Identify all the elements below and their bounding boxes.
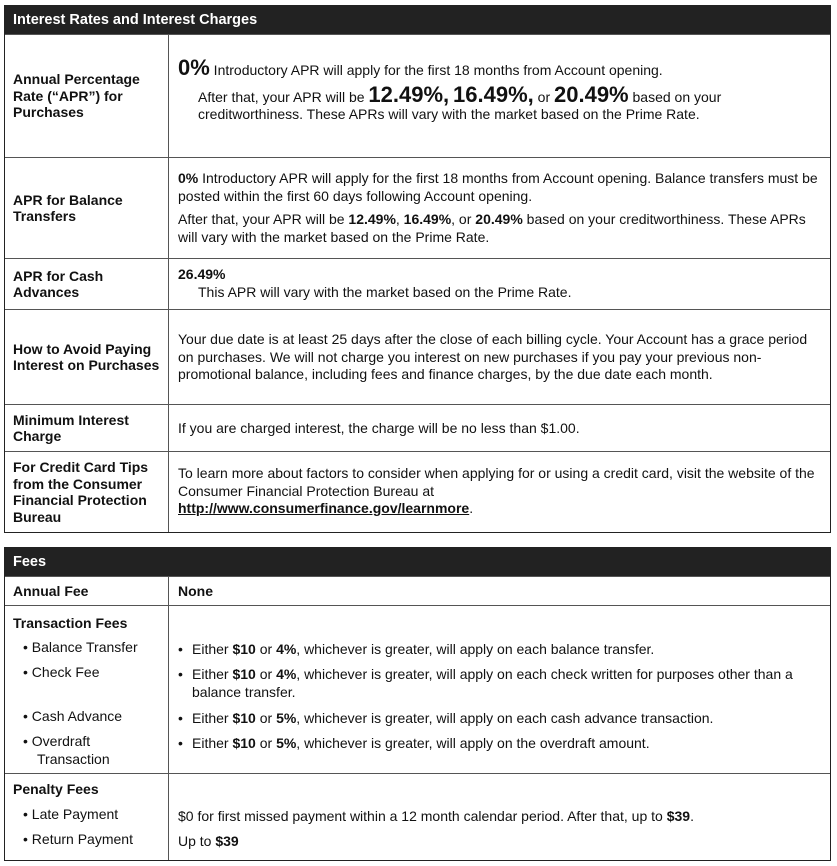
value-annual-fee: None <box>178 583 213 599</box>
value-apr-balance: 0% Introductory APR will apply for the first 18 months from Account opening. Balance transfers must be posted within the first 60 days following Account opening. After that, your APR will be 12.49%, 16.49%, or 20.49% based on your creditworthiness. These APRs will vary with the market based on the Prime Rate. <box>178 170 818 245</box>
fees-table <box>4 547 831 861</box>
fee-late-payment: $0 for first missed payment within a 12 month calendar period. After that, up to $39. <box>178 808 694 824</box>
fee-balance-transfer: • Either $10 or 4%, whichever is greater, will apply on each balance transfer. <box>178 641 655 657</box>
interest-rates-table <box>4 5 831 533</box>
row-transaction-fees <box>5 605 830 773</box>
value-apr-purchases: 0% Introductory APR will apply for the first 18 months from Account opening. After that, your APR will be 12.49%, 16.49%, or 20.49% based on your creditworthiness. These APRs will vary with the market based on the Prime Rate. <box>178 55 722 122</box>
label-transaction-fees: Transaction Fees <box>13 615 128 631</box>
fee-check: • Either $10 or 4%, whichever is greater, will apply on each check written for purposes other than a balance transfer. <box>178 666 793 700</box>
fee-cash-advance: • Either $10 or 5%, whichever is greater, will apply on each cash advance transaction. <box>178 710 714 726</box>
fee-return-payment: Up to $39 <box>178 833 239 849</box>
fees-header: Fees <box>5 548 830 576</box>
label-apr-cash: APR for Cash Advances <box>13 267 104 300</box>
sub-overdraft: • Overdraft Transaction <box>23 733 110 767</box>
row-cfpb-tips <box>5 451 830 532</box>
value-apr-cash: 26.49% This APR will vary with the market based on the Prime Rate. <box>178 266 572 300</box>
label-annual-fee: Annual Fee <box>13 582 89 599</box>
label-apr-balance: APR for Balance Transfers <box>13 191 123 224</box>
row-apr-cash <box>5 258 830 309</box>
sub-return-payment: • Return Payment <box>23 831 133 847</box>
value-minimum-interest: If you are charged interest, the charge will be no less than $1.00. <box>178 420 580 436</box>
label-penalty-fees: Penalty Fees <box>13 781 99 797</box>
row-penalty-fees <box>5 773 830 860</box>
row-apr-purchases <box>5 34 830 157</box>
row-apr-balance <box>5 157 830 258</box>
sub-check-fee: • Check Fee <box>23 664 100 680</box>
value-avoid-interest: Your due date is at least 25 days after the close of each billing cycle. Your Account has a grace period on purchases. We will not charge you interest on new purchases if you pay your previous non-promotional balance, including fees and finance charges, by the due date each month. <box>178 331 808 382</box>
row-minimum-interest <box>5 404 830 451</box>
cfpb-link[interactable]: http://www.consumerfinance.gov/learnmore <box>178 500 470 516</box>
sub-late-payment: • Late Payment <box>23 806 119 822</box>
interest-header: Interest Rates and Interest Charges <box>5 6 830 34</box>
row-annual-fee <box>5 576 830 605</box>
sub-balance-transfer: • Balance Transfer <box>23 639 138 655</box>
label-apr-purchases: Annual Percentage Rate (“APR”) for Purchases <box>13 71 140 121</box>
label-cfpb-tips: For Credit Card Tips from the Consumer Financial Protection Bureau <box>13 459 149 525</box>
label-minimum-interest: Minimum Interest Charge <box>13 411 129 444</box>
label-avoid-interest: How to Avoid Paying Interest on Purchases <box>13 340 160 373</box>
value-cfpb-tips: To learn more about factors to consider when applying for or using a credit card, visit the website of the Consumer Financial Protection Bureau at http://www.consumerfinance.gov/learnmore. <box>178 465 815 516</box>
row-avoid-interest <box>5 309 830 404</box>
fee-overdraft: • Either $10 or 5%, whichever is greater, will apply on the overdraft amount. <box>178 735 650 751</box>
sub-cash-advance: • Cash Advance <box>23 708 123 724</box>
